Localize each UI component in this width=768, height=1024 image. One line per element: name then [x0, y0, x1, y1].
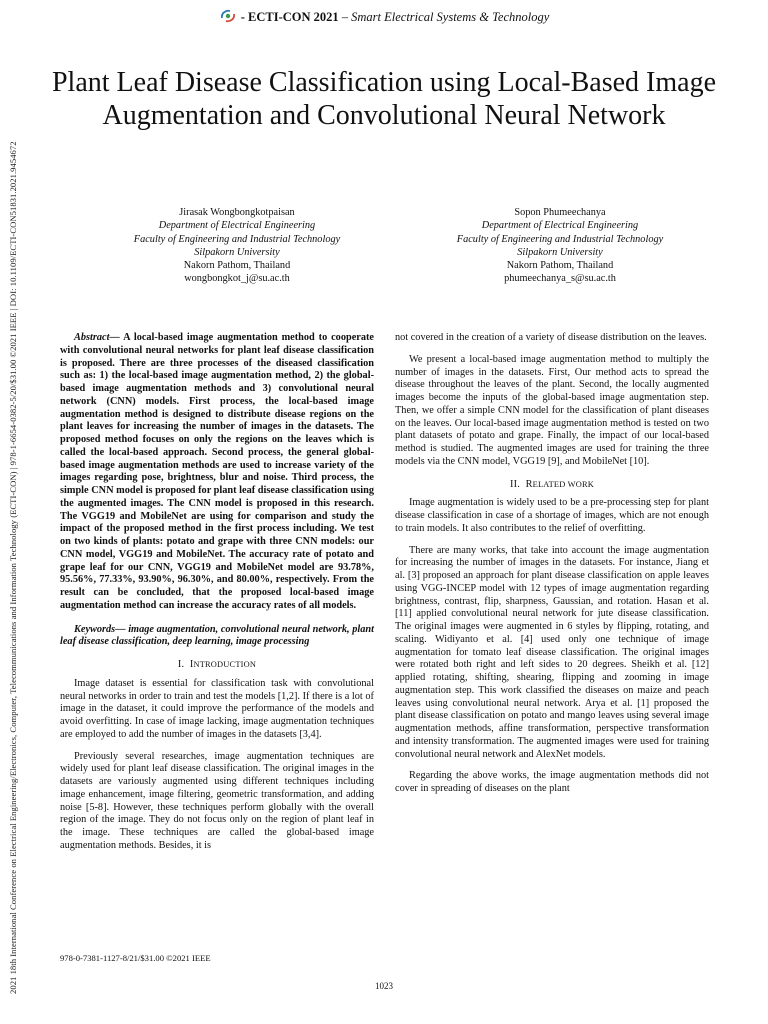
author-email[interactable]: wongbongkot_j@su.ac.th [184, 273, 290, 285]
conference-subtitle: – Smart Electrical Systems & Technology [341, 10, 550, 24]
abstract-text: A local-based image augmentation method to cooperate with convolutional neural networks for plant leaf disease classification is proposed. There are three processes of the diseased classification such as: 1) the local-based image augmentation method, 2) the global-based image augmentation methods and 3) convolutional neural network (CNN) models. First process, the local-based image augmentation method is designed to distribute disease regions on the plant leaves for increasing the number of images in the datasets. The proposed method focuses on only the regions on the leaves which is called the local-based approach. Second process, the general global-based image augmentation methods are used to increase variety of the images regarding pose, brightness, blur and noise. Third process, the simple CNN model is proposed for plant leaf disease classification using the augmented images. The CNN model is proposed in this research. The VGG19 and MobileNet are using for comparison and study the impact of the proposed method in the first process including. We test on two kinds of plants: potato and grape with three CNN models: our CNN model, VGG19 and MobileNet. The accuracy rate of potato and grape leaf for our CNN, VGG19 and MobileNet model are 93.78%, 95.56%, 77.33%, 93.90%, 96.30%, and 80.00%, respectively. From the result can be concluded, that the proposed local-based image augmentation method can increase the accuracy rates of all models. [60, 332, 374, 611]
author-location: Nakorn Pathom, Thailand [506, 260, 614, 272]
author-email[interactable]: phumeechanya_s@su.ac.th [504, 273, 616, 285]
right-column [395, 332, 709, 796]
abstract-label: Abstract— [74, 332, 120, 343]
keywords-label: Keywords— [74, 623, 126, 635]
intro-paragraph: Previously several researches, image augmentation techniques are widely used for plant leaf disease classification. The original images in the datasets are variously augmented using different techniques including image enhancement, image filtering, geometric transformation, and adding noise [5-8]. However, these techniques perform globally with the overall region of the image. They do not focus only on the region of plant leaf in the image. These techniques are called the global-based image augmentation methods. Besides, it is [60, 750, 374, 851]
section-heading-related-work: II. RELATED WORK [509, 478, 595, 490]
author-name: Sopon Phumeechanya [514, 207, 606, 218]
author-faculty: Faculty of Engineering and Industrial Technology [456, 233, 664, 245]
author-block-2 [410, 206, 710, 286]
author-block-1 [87, 206, 387, 286]
body-paragraph: not covered in the creation of a variety of disease distribution on the leaves. [395, 332, 707, 343]
left-column [60, 332, 374, 853]
related-paragraph: There are many works, that take into account the image augmentation for increasing the number of images in the datasets. For instance, Jiang et al. [3] proposed an approach for plant disease classification on apple leaves using VGG-INCEP model with 12 types of image augmentation regarding brightness, contrast, flip, sharpness, Gaussian, and rotation. Hasan et al. [11] applied convolutional neural network for jute disease classification. The original images were augmented in 6 styles by flipping, rotating, and scaling. Widiyanto et al. [4] used only one technique of image augmentation for tomato leaf disease classification. The original images were rotated both right and left sides to 20 degrees. Sheikh et al. [12] applied rotating, shifting, shearing, flipping and zooming in image augmentation step. This work classified the diseases on maize and peach leaves using convolutional neural network. Arya et al. [1] proposed the plant disease classification on potato and mango leaves using several image augmentation methods, affine transformation, perspective transformation and intensity transformation. The augmented images were used for training convolutional neural network and AlexNet models. [395, 544, 709, 760]
page-number: 1023 [375, 981, 393, 991]
copyright-footer: 978-0-7381-1127-8/21/$31.00 ©2021 IEEE [60, 953, 211, 963]
author-name: Jirasak Wongbongkotpaisan [179, 207, 295, 218]
intro-paragraph: Image dataset is essential for classification task with convolutional neural networks in order to train and test the models [1,2]. If there is a lot of image in the dataset, it could improve the performance of the models and avoid overfitting. In case of image lacking, image augmentation techniques are employed to add the number of images in the datasets [3,4]. [60, 677, 374, 740]
author-faculty: Faculty of Engineering and Industrial Technology [133, 233, 341, 245]
author-department: Department of Electrical Engineering [481, 220, 639, 232]
conference-name: - ECTI-CON 2021 [240, 10, 339, 24]
keywords [60, 624, 374, 650]
author-location: Nakorn Pathom, Thailand [183, 260, 291, 272]
doi-sidebar: 2021 18th International Conference on Electrical Engineering/Electronics, Computer, Telecommunications and Information Technology (ECTI-CON) | 978-1-6654-0382-5/20/$31.00 ©2021 IEEE | DOI: 10.1109/ECTI-CON51831.2021.9454672 [8, 141, 18, 994]
author-department: Department of Electrical Engineering [158, 220, 316, 232]
ecti-logo-icon [219, 8, 237, 24]
author-university: Silpakorn University [194, 246, 280, 258]
keywords-text: image augmentation, convolutional neural network, plant leaf disease classification, deep learning, image processing [60, 623, 374, 648]
conference-header [0, 8, 768, 25]
body-paragraph: We present a local-based image augmentation method to multiply the number of images in the datasets. First, Our method acts to spread the disease throughout the leaves of the plant. Second, the locally augmented images become the inputs of the global-based image augmentation step. Then, we offer a simple CNN model for the classification of plant diseases on the leaves. Our local-based image augmentation method is tested on two plant datasets of potato and grape. Finally, the impact of our local-based method is studied. The augmented images are used for training the three models via the CNN model, VGG19 [9], and MobileNet [10]. [395, 353, 709, 467]
related-paragraph: Regarding the above works, the image augmentation methods did not cover in spreading of diseases on the plant [395, 770, 709, 794]
paper-title: Plant Leaf Disease Classification using Local-Based Image Augmentation and Convolutional Neural Network [51, 67, 716, 131]
author-university: Silpakorn University [517, 246, 603, 258]
abstract [60, 332, 374, 613]
related-paragraph: Image augmentation is widely used to be a pre-processing step for plant disease classification in case of a shortage of images, which are not enough to train models. It also contributes to the relief of overfitting. [395, 497, 709, 534]
section-heading-introduction: I. INTRODUCTION [177, 659, 257, 670]
